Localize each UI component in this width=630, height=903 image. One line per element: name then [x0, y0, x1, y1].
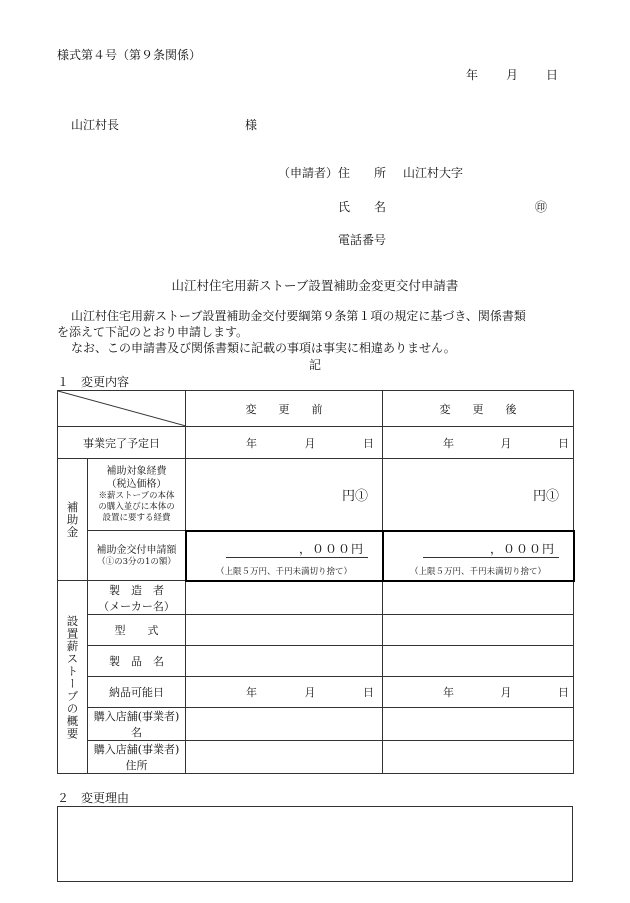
- amount-note-after: （上限５万円、千円未満切り捨て）: [409, 566, 546, 577]
- applicant-label: （申請者）: [278, 166, 339, 180]
- store-name-line2: 名: [131, 726, 142, 739]
- header-corner-cell: [58, 391, 186, 427]
- phone-label: 電話番号: [338, 233, 387, 247]
- group-subsidy: [58, 459, 88, 581]
- document-title: 山江村住宅用薪ストーブ設置補助金変更交付申請書: [171, 278, 459, 293]
- date-line[interactable]: [466, 66, 558, 83]
- completion-date-before[interactable]: [186, 427, 383, 459]
- delivery-after-year: 年: [443, 686, 454, 699]
- group-subsidy-label: 補助金: [65, 500, 80, 539]
- manufacturer-line2: （メーカー名）: [98, 599, 175, 613]
- group-stove-label: 設置薪ストーブの概要: [65, 614, 80, 740]
- store-name-line1: 購入店舗(事業者): [93, 710, 180, 723]
- model-after[interactable]: [383, 615, 574, 646]
- yen-mark-after: 円①: [532, 489, 559, 504]
- eligible-cost-line1: 補助対象経費: [106, 466, 167, 477]
- body-line-1: 山江村住宅用薪ストーブ設置補助金交付要綱第９条第１項の規定に基づき、関係書類: [71, 309, 526, 323]
- eligible-cost-before[interactable]: [186, 459, 383, 531]
- request-amount-line2: （①の3分の1の額）: [97, 556, 176, 567]
- product-label: 製 品 名: [88, 646, 186, 677]
- delivery-label: 納品可能日: [88, 677, 186, 708]
- request-amount-label: [88, 531, 186, 581]
- delivery-after[interactable]: [383, 677, 574, 708]
- delivery-before-year: 年: [246, 686, 257, 699]
- form-number: 様式第４号（第９条関係）: [57, 48, 202, 62]
- addressee-name: 山江村長: [71, 118, 120, 132]
- header-before: 変 更 前: [186, 391, 383, 427]
- after-day: 日: [558, 436, 569, 450]
- eligible-cost-note3: 設置に要する経費: [102, 513, 171, 523]
- delivery-before-month: 月: [304, 686, 316, 699]
- model-label: 型 式: [88, 615, 186, 646]
- after-year: 年: [443, 436, 454, 450]
- name-label: 氏 名: [338, 200, 387, 214]
- before-year: 年: [246, 436, 257, 450]
- eligible-cost-label: [88, 459, 186, 531]
- addressee-honorific: 様: [245, 118, 258, 132]
- product-before[interactable]: [186, 646, 383, 677]
- eligible-cost-note1: ※薪ストーブの本体: [98, 491, 175, 501]
- delivery-after-month: 月: [500, 686, 512, 699]
- store-address-before[interactable]: [186, 741, 383, 774]
- header-after: 変 更 後: [383, 391, 574, 427]
- body-line-3: なお、この申請書及び関係書類に記載の事項は事実に相違ありません。: [71, 341, 456, 355]
- eligible-cost-line2: （税込価格）: [106, 479, 167, 490]
- eligible-cost-note2: の購入並びに本体の: [98, 502, 175, 512]
- ki-label: 記: [308, 358, 321, 372]
- seal-mark: ㊞: [535, 200, 548, 214]
- eligible-cost-after[interactable]: [383, 459, 574, 531]
- amount-value-before: ，０００円: [226, 540, 368, 558]
- model-before[interactable]: [186, 615, 383, 646]
- change-reason-box[interactable]: [57, 806, 573, 882]
- change-table: [57, 390, 574, 774]
- address-label: 住 所: [338, 166, 387, 180]
- store-address-label: [88, 741, 186, 774]
- date-month: 月: [505, 68, 518, 82]
- section1-heading: １ 変更内容: [57, 375, 130, 389]
- amount-value-after: ，０００円: [423, 540, 559, 558]
- after-month: 月: [500, 436, 512, 450]
- body-line-2: を添えて下記のとおり申請します。: [57, 325, 249, 339]
- delivery-after-day: 日: [558, 686, 569, 699]
- product-after[interactable]: [383, 646, 574, 677]
- store-name-label: [88, 708, 186, 741]
- manufacturer-after[interactable]: [383, 581, 574, 615]
- delivery-before-day: 日: [363, 686, 374, 699]
- manufacturer-label: [88, 581, 186, 615]
- store-name-after[interactable]: [383, 708, 574, 741]
- store-address-line2: 住所: [125, 759, 148, 772]
- store-name-before[interactable]: [186, 708, 383, 741]
- manufacturer-line1: 製 造 者: [109, 583, 164, 597]
- manufacturer-before[interactable]: [186, 581, 383, 615]
- yen-mark-before: 円①: [341, 489, 368, 504]
- date-day: 日: [545, 68, 558, 82]
- before-month: 月: [304, 436, 316, 450]
- date-year: 年: [466, 68, 479, 82]
- store-address-after[interactable]: [383, 741, 574, 774]
- request-amount-before[interactable]: [186, 531, 383, 581]
- request-amount-after[interactable]: [383, 531, 574, 581]
- section2-heading: ２ 変更理由: [57, 791, 130, 805]
- store-address-line1: 購入店舗(事業者): [93, 743, 180, 756]
- completion-date-after[interactable]: [383, 427, 574, 459]
- group-stove: [58, 581, 88, 774]
- diagonal-line: [58, 391, 186, 426]
- address-value[interactable]: 山江村大字: [403, 166, 464, 180]
- completion-date-label: 事業完了予定日: [58, 427, 186, 459]
- delivery-before[interactable]: [186, 677, 383, 708]
- amount-note-before: （上限５万円、千円未満切り捨て）: [215, 566, 352, 577]
- request-amount-line1: 補助金交付申請額: [96, 544, 177, 556]
- before-day: 日: [363, 436, 374, 450]
